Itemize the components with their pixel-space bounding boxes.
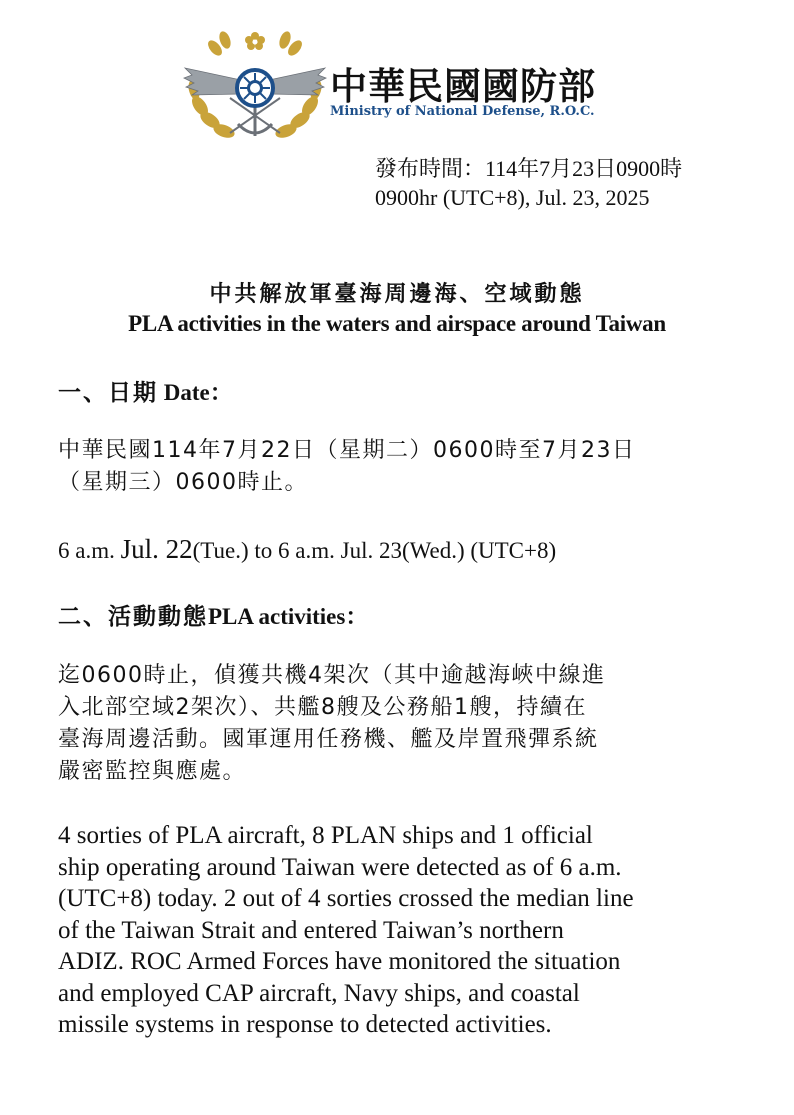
activities-text-zh-line: 嚴密監控與應處。 [58, 759, 247, 784]
section-date-heading-zh: 一、日期 [58, 380, 158, 406]
activities-text-en [58, 820, 738, 1041]
activities-text-en-line: of the Taiwan Strait and entered Taiwan’s northern [58, 916, 564, 944]
release-time-zh: 發布時間：114年7月23日0900時 [375, 156, 683, 181]
activities-text-en-line: missile systems in response to detected activities. [58, 1011, 552, 1038]
org-name-en: Ministry of National Defense, R.O.C. [330, 104, 595, 119]
activities-text-zh-line: 入北部空域2架次）、共艦8艘及公務船1艘，持續在 [58, 695, 587, 720]
section-activities-heading-zh: 二、活動動態 [58, 604, 208, 630]
date-text-en [58, 534, 556, 565]
activities-text-en-line: 4 sorties of PLA aircraft, 8 PLAN ships and 1 official [58, 822, 593, 849]
activities-text-en-line: (UTC+8) today. 2 out of 4 sorties crossed the median line [58, 885, 634, 912]
date-text-en-part2: (Tue.) to 6 a.m. Jul. 23(Wed.) (UTC+8) [192, 538, 557, 563]
mnd-emblem-logo [180, 28, 330, 148]
section-date-heading-en: Date： [158, 380, 233, 405]
release-time-en: 0900hr (UTC+8), Jul. 23, 2025 [375, 185, 650, 210]
title-zh: 中共解放軍臺海周邊海、空域動態 [209, 282, 585, 307]
section-activities-heading-en: PLA activities： [208, 604, 369, 629]
activities-text-en-line: ship operating around Taiwan were detected as of 6 a.m. [58, 853, 622, 881]
org-name-zh: 中華民國國防部 [330, 65, 596, 108]
date-text-zh-line: 中華民國114年7月22日（星期二）0600時至7月23日 [58, 438, 636, 463]
activities-text-zh-line: 迄0600時止，偵獲共機4架次（其中逾越海峽中線進 [58, 663, 606, 688]
section-date-heading [58, 374, 233, 407]
date-text-zh-line: （星期三）0600時止。 [58, 470, 308, 495]
date-text-en-big: Jul. 22 [120, 534, 193, 564]
activities-text-zh-line: 臺海周邊活動。國軍運用任務機、艦及岸置飛彈系統 [58, 727, 599, 752]
date-text-zh [58, 435, 738, 499]
activities-text-en-line: ADIZ. ROC Armed Forces have monitored the situation [58, 948, 621, 975]
section-activities-heading [58, 598, 368, 631]
title-en: PLA activities in the waters and airspace around Taiwan [128, 311, 666, 336]
activities-text-en-line: and employed CAP aircraft, Navy ships, and coastal [58, 979, 580, 1007]
activities-text-zh [58, 660, 738, 788]
date-text-en-part1: 6 a.m. [58, 538, 121, 563]
